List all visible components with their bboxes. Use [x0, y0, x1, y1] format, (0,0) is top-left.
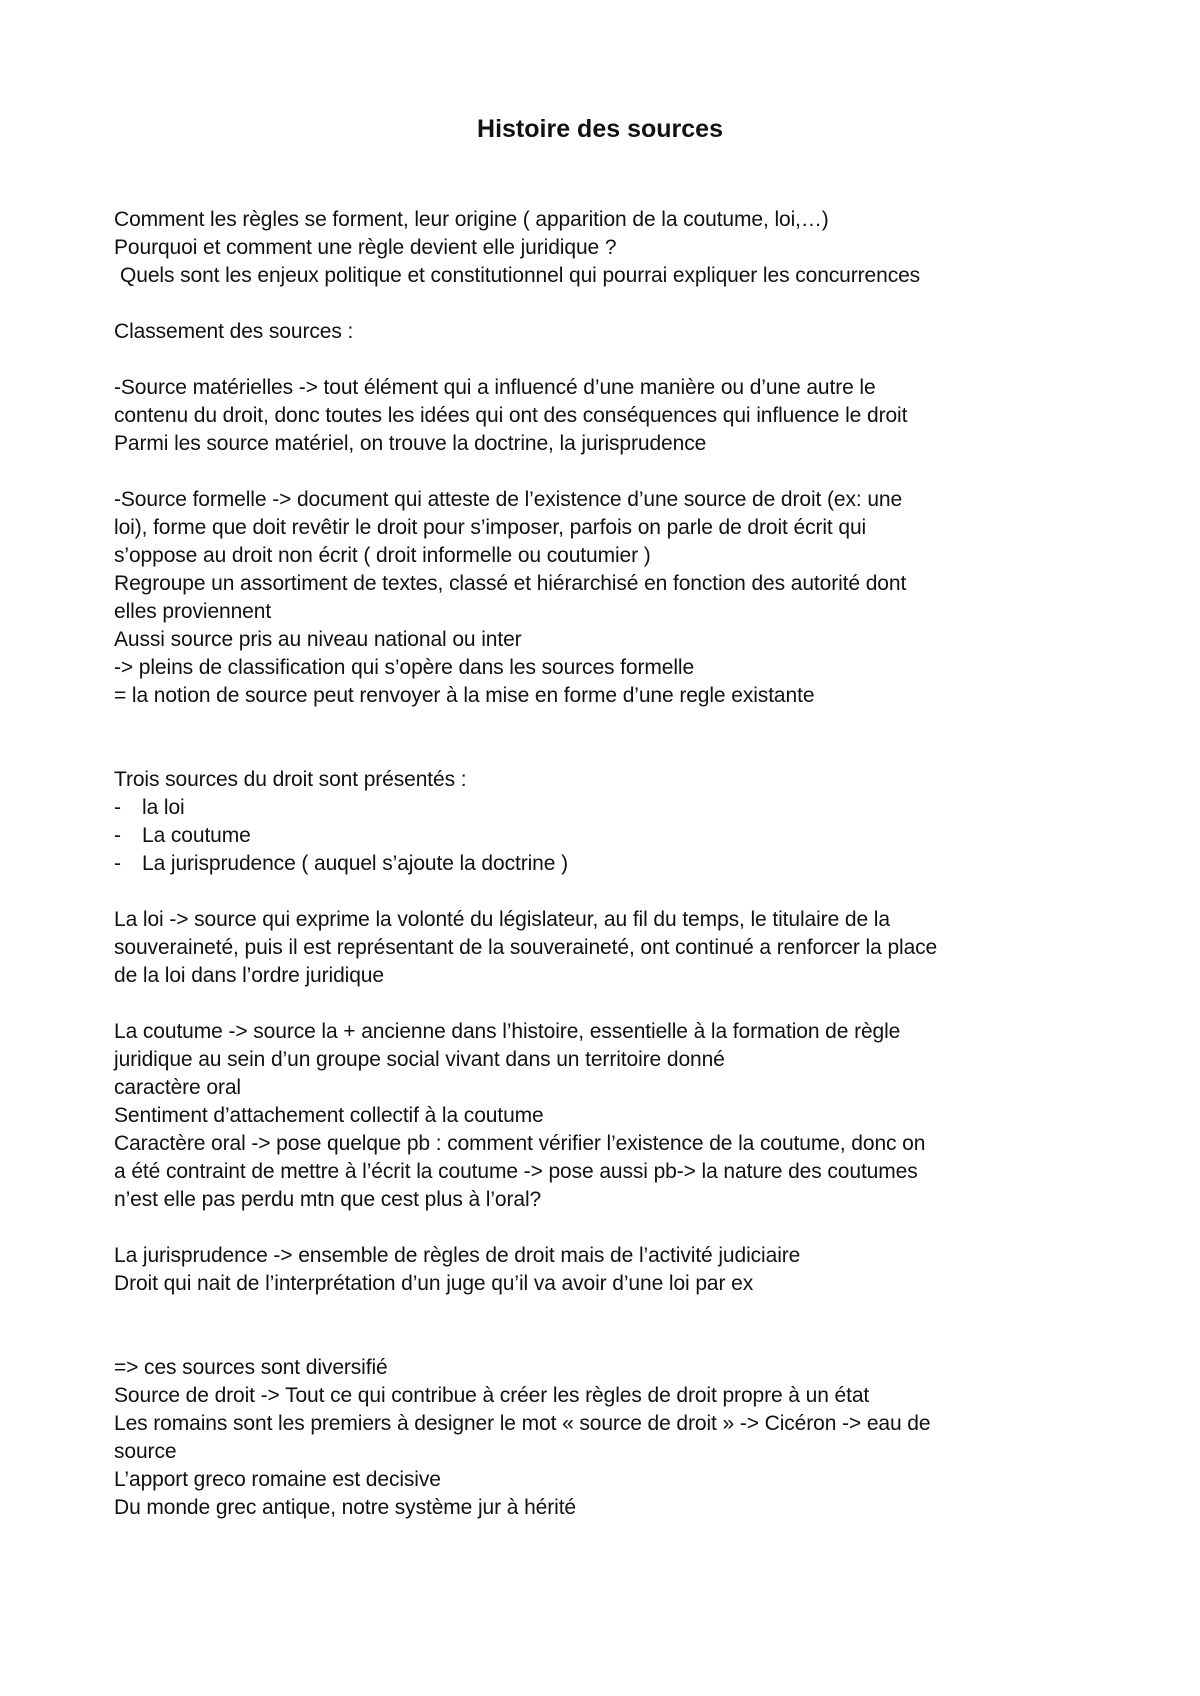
paragraph-line: Aussi source pris au niveau national ou inter — [114, 628, 522, 651]
paragraph-line: Droit qui nait de l’interprétation d’un juge qu’il va avoir d’une loi par ex — [114, 1272, 754, 1295]
paragraph-line: caractère oral — [114, 1076, 241, 1099]
paragraph-line: a été contraint de mettre à l’écrit la coutume -> pose aussi pb-> la nature des coutumes — [114, 1160, 918, 1183]
intro-line: Pourquoi et comment une règle devient elle juridique ? — [114, 236, 617, 259]
loi-section — [114, 906, 1094, 990]
blank-line — [114, 290, 1094, 318]
paragraph-line: juridique au sein d’un groupe social vivant dans un territoire donné — [114, 1048, 725, 1071]
list-item-text: la loi — [142, 796, 185, 819]
paragraph-line: -> pleins de classification qui s’opère dans les sources formelle — [114, 656, 695, 679]
blank-line — [114, 710, 1094, 766]
paragraph-line: La loi -> source qui exprime la volonté du législateur, au fil du temps, le titulaire de la — [114, 908, 890, 931]
paragraph-line: souveraineté, puis il est représentant de la souveraineté, ont continué a renforcer la place — [114, 936, 938, 959]
intro-line: Comment les règles se forment, leur origine ( apparition de la coutume, loi,…) — [114, 208, 829, 231]
paragraph-line: Sentiment d’attachement collectif à la coutume — [114, 1104, 544, 1127]
dash-bullet: - — [114, 796, 121, 819]
paragraph-line: La coutume -> source la + ancienne dans l’histoire, essentielle à la formation de règle — [114, 1020, 901, 1043]
intro-line: Quels sont les enjeux politique et constitutionnel qui pourrai expliquer les concurrences — [120, 264, 921, 287]
dash-bullet: - — [114, 824, 121, 847]
paragraph-line: = la notion de source peut renvoyer à la mise en forme d’une regle existante — [114, 684, 815, 707]
list-item — [114, 850, 1094, 878]
list-item — [114, 822, 1094, 850]
paragraph-line: loi), forme que doit revêtir le droit pour s’imposer, parfois on parle de droit écrit qui — [114, 516, 867, 539]
paragraph-line: source — [114, 1440, 177, 1463]
paragraph-line: -Source matérielles -> tout élément qui a influencé d’une manière ou d’une autre le — [114, 376, 876, 399]
paragraph-line: Parmi les source matériel, on trouve la doctrine, la jurisprudence — [114, 432, 707, 455]
coutume-section — [114, 1018, 1094, 1214]
conclusion-section — [114, 1354, 1094, 1522]
sources-list — [114, 794, 1094, 878]
paragraph-line: Caractère oral -> pose quelque pb : comment vérifier l’existence de la coutume, donc on — [114, 1132, 926, 1155]
paragraph-line: Regroupe un assortiment de textes, classé et hiérarchisé en fonction des autorité dont — [114, 572, 907, 595]
paragraph-line: Source de droit -> Tout ce qui contribue à créer les règles de droit propre à un état — [114, 1384, 870, 1407]
paragraph-line: n’est elle pas perdu mtn que cest plus à l’oral? — [114, 1188, 542, 1211]
paragraph-line: contenu du droit, donc toutes les idées qui ont des conséquences qui influence le droit — [114, 404, 908, 427]
classement-heading: Classement des sources : — [114, 320, 354, 343]
paragraph-line: Du monde grec antique, notre système jur à hérité — [114, 1496, 577, 1519]
list-item-text: La jurisprudence ( auquel s’ajoute la doctrine ) — [142, 852, 568, 875]
blank-line — [114, 1214, 1094, 1242]
paragraph-line: L’apport greco romaine est decisive — [114, 1468, 441, 1491]
paragraph-line: s’oppose au droit non écrit ( droit informelle ou coutumier ) — [114, 544, 651, 567]
blank-line — [114, 346, 1094, 374]
blank-line — [114, 1298, 1094, 1354]
source-formelle-section — [114, 486, 1094, 710]
blank-line — [114, 990, 1094, 1018]
document-body — [114, 206, 1094, 1522]
paragraph-line: elles proviennent — [114, 600, 272, 623]
paragraph-line: Les romains sont les premiers à designer le mot « source de droit » -> Cicéron -> eau de — [114, 1412, 931, 1435]
jurisprudence-section — [114, 1242, 1094, 1298]
paragraph-line: La jurisprudence -> ensemble de règles de droit mais de l’activité judiciaire — [114, 1244, 801, 1267]
source-materielles-section — [114, 374, 1094, 458]
paragraph-line: -Source formelle -> document qui atteste de l’existence d’une source de droit (ex: une — [114, 488, 903, 511]
blank-line — [114, 878, 1094, 906]
trois-sources-heading: Trois sources du droit sont présentés : — [114, 768, 467, 791]
document-title: Histoire des sources — [477, 115, 723, 143]
intro-section — [114, 206, 1094, 290]
list-item — [114, 794, 1094, 822]
list-item-text: La coutume — [142, 824, 251, 847]
dash-bullet: - — [114, 852, 121, 875]
trois-sources-section — [114, 766, 1094, 878]
paragraph-line: => ces sources sont diversifié — [114, 1356, 388, 1379]
blank-line — [114, 458, 1094, 486]
paragraph-line: de la loi dans l’ordre juridique — [114, 964, 384, 987]
